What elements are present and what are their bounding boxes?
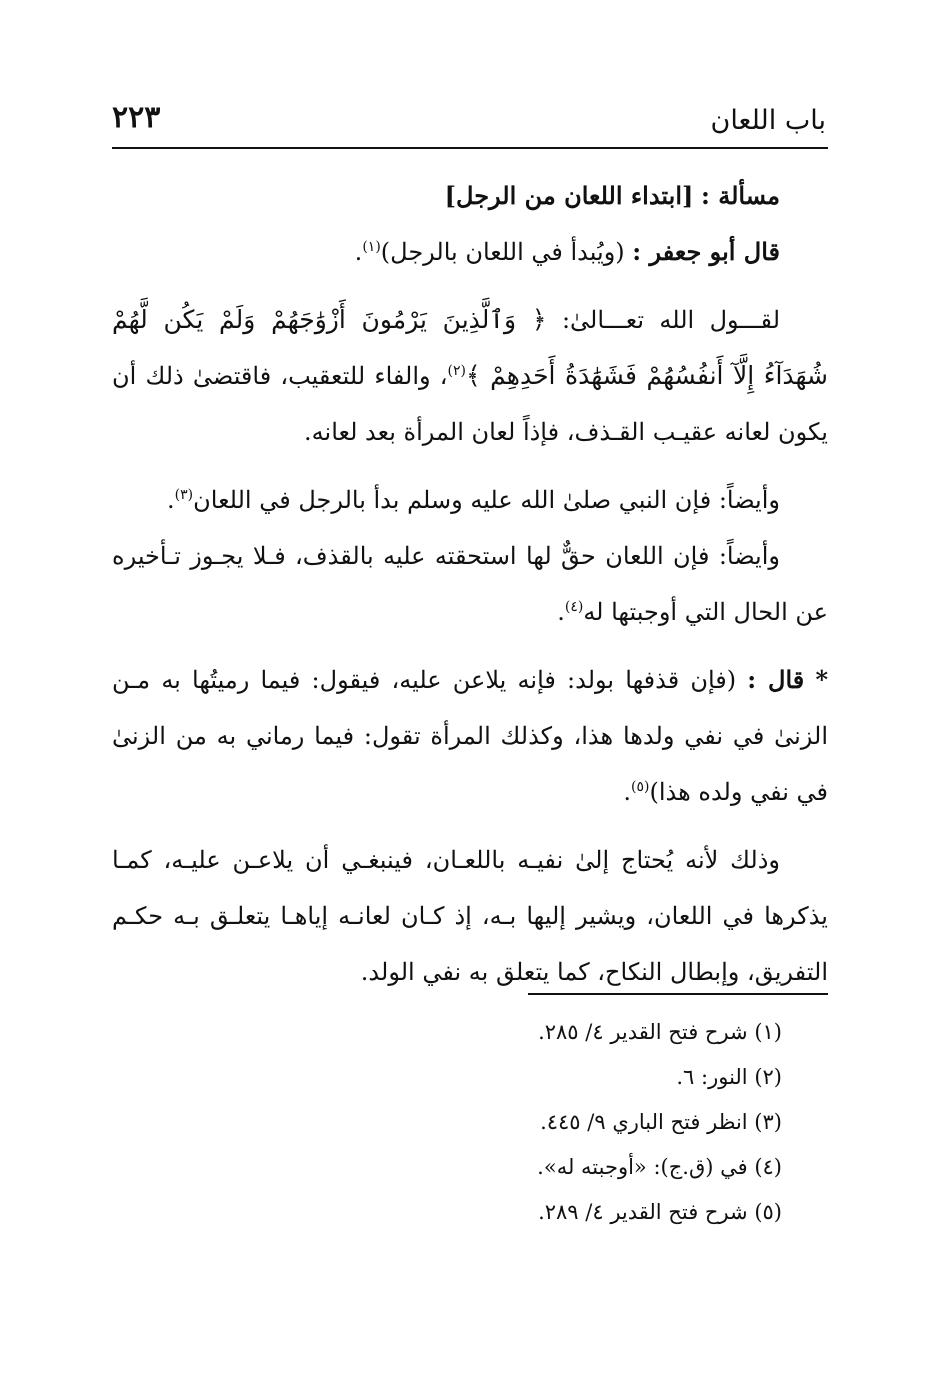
masala-label: مسألة : bbox=[701, 181, 780, 210]
page-header bbox=[112, 100, 826, 146]
abu-jafar-quote: (ويُبدأ في اللعان بالرجل) bbox=[380, 238, 625, 266]
footnote-ref-2: (٢) bbox=[447, 363, 467, 379]
footnote-5: (٥) شرح فتح القدير ٤/ ٢٨٩. bbox=[538, 1200, 782, 1224]
paragraph-4-text: (فإن قذفها بولد: فإنه يلاعن عليه، فيقول: فيما رميتُها به مـن الزنىٰ في نفي ولدها هذا، وكذلك المرأة تقول: فيما رماني به من الزنىٰ في نفي ولده هذا) bbox=[112, 666, 828, 806]
footnote-ref-4: (٤) bbox=[564, 599, 584, 615]
paragraph-quran-evidence bbox=[112, 292, 828, 460]
paragraph-3-text: وأيضاً: فإن اللعان حقٌّ لها استحقته عليه بالقذف، فـلا يجـوز تـأخيره عن الحال التي أوجبتها له bbox=[112, 542, 828, 626]
abu-jafar-statement: قال أبو جعفر : (ويُبدأ في اللعان بالرجل)$^{(١)}$. bbox=[354, 237, 780, 266]
footnote-3: (٣) انظر فتح الباري ٩/ ٤٤٥. bbox=[540, 1110, 782, 1134]
paragraph-2-text: وأيضاً: فإن النبي صلىٰ الله عليه وسلم بدأ بالرجل في اللعان bbox=[193, 486, 780, 514]
footnote-1: (١) شرح فتح القدير ٤/ ٢٨٥. bbox=[538, 1020, 782, 1044]
masala-title: [ابتداء اللعان من الرجل] bbox=[444, 181, 694, 210]
paragraph-right-evidence: وأيضاً: فإن اللعان حقٌّ لها استحقته عليه بالقذف، فـلا يجـوز تـأخيره عن الحال التي أوجبتها له$^{(٤)}$. bbox=[112, 542, 828, 626]
footnote-ref-5: (٥) bbox=[630, 779, 650, 795]
chapter-title: باب اللعان bbox=[710, 105, 826, 136]
abu-jafar-label: قال أبو جعفر : bbox=[632, 237, 780, 266]
page-number: ٢٢٣ bbox=[112, 100, 161, 135]
footnote-ref-1: (١) bbox=[362, 239, 381, 255]
footnote-ref-3: (٣) bbox=[174, 487, 194, 503]
star-marker: * bbox=[815, 665, 829, 694]
footnote-4: (٤) في (ق.ج): «أوجبته له». bbox=[537, 1155, 782, 1179]
qala-label: قال : bbox=[747, 665, 805, 694]
quran-verse: ﴿ وَٱلَّذِينَ يَرْمُونَ أَزْوَٰجَهُمْ وَلَمْ يَكُن لَّهُمْ شُهَدَآءُ إِلَّآ أَنفُسُهُمْ فَشَهَٰدَةُ أَحَدِهِمْ ﴾ bbox=[112, 305, 828, 390]
masala-heading bbox=[112, 168, 828, 224]
paragraph-explanation bbox=[112, 832, 828, 1000]
paragraph-prophet-evidence: وأيضاً: فإن النبي صلىٰ الله عليه وسلم بدأ بالرجل في اللعان$^{(٣)}$. bbox=[167, 486, 780, 514]
paragraph-5-text: وذلك لأنه يُحتاج إلىٰ نفيـه باللعـان، فينبغـي أن يلاعـن عليـه، كمـا يذكرها في اللعان، ويشير إليها بـه، إذ كـان لعانـه إياهـا يتعلـق بـه حكـم التفريق، وإبطال النكاح، كما يتعلق به نفي الولد. bbox=[112, 846, 828, 986]
main-text bbox=[112, 168, 828, 1000]
footnotes bbox=[400, 1010, 782, 1235]
footnote-divider bbox=[528, 993, 828, 995]
paragraph-1-start: لقـــول الله تعـــالىٰ: bbox=[561, 306, 781, 334]
header-divider bbox=[112, 147, 828, 149]
footnote-2: (٢) النور: ٦. bbox=[676, 1065, 782, 1089]
paragraph-1-rest: ، والفاء للتعقيب، فاقتضىٰ ذلك أن يكون لعانه عقيـب القـذف، فإذاً لعان المرأة بعد لعانه. bbox=[112, 362, 828, 446]
paragraph-qala: * قال : (فإن قذفها بولد: فإنه يلاعن عليه، فيقول: فيما رميتُها به مـن الزنىٰ في نفي ولدها هذا، وكذلك المرأة تقول: فيما رماني به من الزنىٰ في نفي ولده هذا)$^{(٥)}$. bbox=[112, 665, 829, 806]
